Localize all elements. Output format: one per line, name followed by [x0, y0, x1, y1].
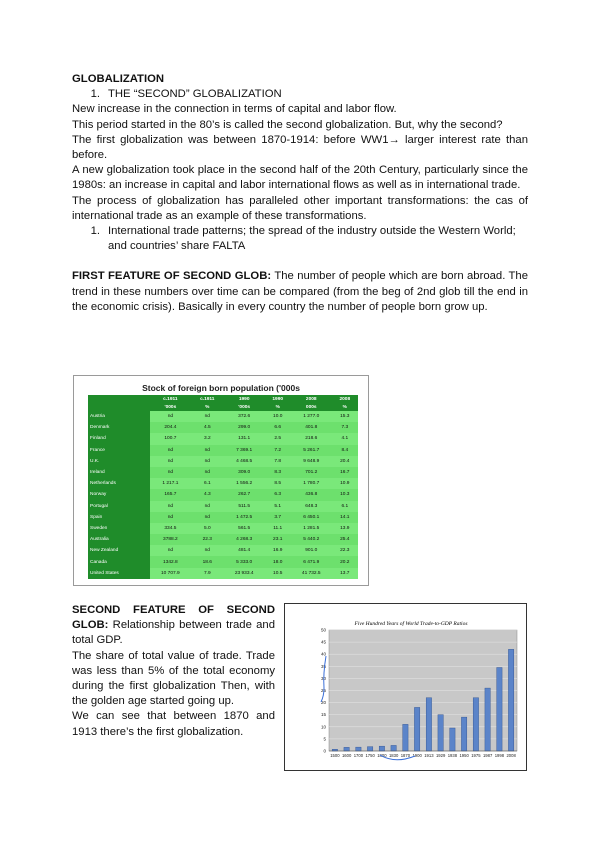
table-title: Stock of foreign born population ('000s — [142, 383, 300, 393]
bar — [332, 749, 337, 751]
bar — [461, 717, 466, 751]
value-cell: 3788.2 — [150, 534, 191, 545]
y-tick-label: 45 — [320, 639, 326, 645]
table-row — [88, 534, 358, 545]
value-cell: 5.0 — [191, 523, 224, 534]
y-tick-label: 20 — [320, 700, 326, 706]
bar — [485, 688, 490, 751]
table-row — [88, 433, 358, 444]
table-row — [88, 467, 358, 478]
value-cell: 25.4 — [332, 534, 358, 545]
table-header-cell: 2008 — [291, 395, 332, 403]
value-cell: 204.4 — [150, 422, 191, 433]
x-tick-label: 1800 — [377, 753, 387, 758]
list-item-number: 1. — [90, 225, 100, 238]
y-tick-label: 10 — [320, 724, 326, 730]
section-title: THE “SECOND” GLOBALIZATION — [108, 88, 282, 101]
bar — [403, 724, 408, 751]
trade-gdp-chart — [285, 604, 526, 770]
feature2-text: Relationship between trade and total GDP. — [72, 619, 275, 647]
chart-title: Five Hundred Years of World Trade-to-GDP Ratios — [354, 621, 468, 627]
paragraph-4: A new globalization took place in the second half of the 20th Century, particularly since the 1980s: an increase in capital and labor international flows as well as in international trade. — [72, 164, 528, 192]
section-heading — [72, 87, 528, 102]
value-cell: 22.3 — [332, 545, 358, 556]
trade-gdp-chart-figure — [284, 603, 527, 771]
value-cell: 4 268.3 — [224, 534, 265, 545]
x-tick-label: 1600 — [341, 753, 352, 758]
value-cell: nd — [150, 512, 191, 523]
country-cell: Sweden — [88, 523, 150, 534]
feature2-paragraph-3: We can see that between 1870 and 1913 there’s the first globalization. — [72, 710, 275, 738]
value-cell: nd — [150, 456, 191, 467]
foreign-born-table-figure — [73, 375, 369, 586]
paragraph-2: This period started in the 80’s is called the second globalization. But, why the second? — [72, 118, 503, 131]
y-tick-label: 30 — [320, 675, 326, 681]
value-cell: nd — [150, 445, 191, 456]
chart-plot-area — [321, 628, 517, 759]
value-cell: 16.7 — [332, 467, 358, 478]
list-item-text: International trade patterns; the spread of the industry outside the Western World; and countries’ share FALTA — [108, 225, 516, 253]
value-cell: nd — [191, 456, 224, 467]
value-cell: 7.8 — [265, 456, 291, 467]
value-cell: nd — [150, 411, 191, 422]
bar — [356, 747, 361, 751]
value-cell: 648.3 — [291, 501, 332, 512]
country-cell: Finland — [88, 433, 150, 444]
country-cell: Australia — [88, 534, 150, 545]
value-cell: 165.7 — [150, 489, 191, 500]
value-cell: 4.3 — [191, 489, 224, 500]
value-cell: 5 333.0 — [224, 556, 265, 567]
value-cell: 10.3 — [332, 489, 358, 500]
table-header-cell: '000s — [224, 403, 265, 411]
value-cell: 1 281.5 — [291, 523, 332, 534]
value-cell: 20.2 — [332, 556, 358, 567]
feature2-heading: SECOND FEATURE OF SECOND GLOB: — [72, 604, 275, 632]
x-tick-label: 1750 — [365, 753, 375, 758]
y-tick-label: 15 — [320, 712, 326, 718]
table-row — [88, 456, 358, 467]
value-cell: 262.7 — [224, 489, 265, 500]
value-cell: nd — [191, 467, 224, 478]
country-cell: Netherlands — [88, 478, 150, 489]
value-cell: 11.1 — [265, 523, 291, 534]
feature2-paragraph-2: The share of total value of trade. Trade was less than 5% of the total economy during the first globalization Then, with the golden age started going up. — [72, 649, 275, 708]
value-cell: 16.9 — [265, 545, 291, 556]
table-header-cell: c.1911 — [150, 395, 191, 403]
x-tick-label: 2008 — [506, 753, 516, 758]
value-cell: 131.1 — [224, 433, 265, 444]
feature2-paragraph — [72, 603, 275, 649]
bar — [508, 649, 513, 751]
country-cell: United States — [88, 568, 150, 579]
value-cell: 7.9 — [191, 568, 224, 579]
table-header-cell: c.1911 — [191, 395, 224, 403]
value-cell: 13.9 — [332, 523, 358, 534]
document-body — [72, 72, 528, 315]
value-cell: 1 780.7 — [291, 478, 332, 489]
table-header-cell: 2008 — [332, 395, 358, 403]
value-cell: 1 556.2 — [224, 478, 265, 489]
value-cell: 23.1 — [265, 534, 291, 545]
value-cell: 481.4 — [224, 545, 265, 556]
bar — [426, 698, 431, 751]
value-cell: 901.0 — [291, 545, 332, 556]
value-cell: 6.1 — [332, 501, 358, 512]
value-cell: 218.6 — [291, 433, 332, 444]
x-tick-label: 1913 — [424, 753, 434, 758]
value-cell: 5.1 — [265, 501, 291, 512]
table-header-cell: 1990 — [224, 395, 265, 403]
table-header-cell: 000s — [291, 403, 332, 411]
value-cell: 41 732.5 — [291, 568, 332, 579]
value-cell: 6.6 — [265, 422, 291, 433]
value-cell: 8.4 — [332, 445, 358, 456]
country-cell: Canada — [88, 556, 150, 567]
feature1-text: The number of people which are born abroad. The trend in these numbers over time can be compared (from the beg of 2nd glob till the end in the economic crisis). Basically in every country the number of people born grow up. — [72, 270, 528, 313]
paragraph-5: The process of globalization has paralleled other important transformations: the cas of international trade as an example of these transformations. — [72, 194, 528, 222]
value-cell: nd — [191, 545, 224, 556]
bar — [379, 746, 384, 751]
x-tick-label: 1987 — [482, 753, 493, 758]
value-cell: 4.1 — [332, 433, 358, 444]
table-row — [88, 411, 358, 422]
value-cell: 1 277.0 — [291, 411, 332, 422]
value-cell: 372.6 — [224, 411, 265, 422]
country-cell: Ireland — [88, 467, 150, 478]
value-cell: 10.9 — [332, 478, 358, 489]
doc-title: GLOBALIZATION — [72, 73, 165, 85]
country-cell: Spain — [88, 512, 150, 523]
bar — [450, 728, 455, 751]
y-tick-label: 5 — [323, 736, 326, 742]
table-row — [88, 478, 358, 489]
paragraph-3: The first globalization was between 1870-1914: before WW1→ larger interest rate than before. — [72, 133, 528, 162]
y-tick-label: 25 — [320, 688, 326, 693]
country-cell: Norway — [88, 489, 150, 500]
value-cell: 7.3 — [332, 422, 358, 433]
value-cell: 15.3 — [332, 411, 358, 422]
value-cell: 5 261.7 — [291, 445, 332, 456]
feature1-paragraph — [72, 269, 528, 315]
table-row — [88, 445, 358, 456]
section-number: 1. — [90, 88, 100, 101]
country-cell: France — [88, 445, 150, 456]
y-tick-label: 40 — [320, 651, 326, 657]
table-header-row — [88, 403, 358, 411]
table-header-cell: 1990 — [265, 395, 291, 403]
table-header-cell: % — [191, 403, 224, 411]
x-tick-label: 1938 — [447, 753, 458, 758]
value-cell: 22.3 — [191, 534, 224, 545]
value-cell: 436.8 — [291, 489, 332, 500]
table-row — [88, 545, 358, 556]
x-tick-label: 1975 — [471, 753, 481, 758]
value-cell: 511.5 — [224, 501, 265, 512]
x-tick-label: 1929 — [435, 753, 446, 758]
value-cell: nd — [191, 411, 224, 422]
value-cell: 6.1 — [191, 478, 224, 489]
value-cell: 23 933.4 — [224, 568, 265, 579]
value-cell: 701.2 — [291, 467, 332, 478]
table-row — [88, 489, 358, 500]
x-tick-label: 1700 — [353, 753, 364, 758]
bar — [414, 707, 419, 751]
table-row — [88, 568, 358, 579]
value-cell: nd — [191, 445, 224, 456]
x-tick-label: 1998 — [494, 753, 505, 758]
value-cell: 4.5 — [191, 422, 224, 433]
value-cell: 1 217.1 — [150, 478, 191, 489]
bar — [344, 747, 349, 751]
feature1-heading: FIRST FEATURE OF SECOND GLOB: — [72, 270, 272, 283]
table-row — [88, 422, 358, 433]
table-header-cell — [88, 395, 150, 403]
value-cell: nd — [191, 512, 224, 523]
value-cell: 8.3 — [265, 467, 291, 478]
value-cell: 18.6 — [191, 556, 224, 567]
table-header-row — [88, 395, 358, 403]
country-cell: New Zealand — [88, 545, 150, 556]
value-cell: 5 440.2 — [291, 534, 332, 545]
table-header-cell — [88, 403, 150, 411]
y-tick-label: 35 — [320, 663, 326, 669]
value-cell: 14.1 — [332, 512, 358, 523]
value-cell: 2.5 — [265, 433, 291, 444]
value-cell: 8.5 — [265, 478, 291, 489]
table-row — [88, 556, 358, 567]
value-cell: 6 450.1 — [291, 512, 332, 523]
value-cell: 561.5 — [224, 523, 265, 534]
table-header-cell: % — [332, 403, 358, 411]
table-header-cell: % — [265, 403, 291, 411]
y-tick-label: 0 — [323, 748, 326, 754]
x-tick-label: 1950 — [459, 753, 469, 758]
paragraph-1: New increase in the connection in terms of capital and labor flow. — [72, 103, 397, 116]
bar — [473, 698, 478, 751]
value-cell: 309.0 — [224, 467, 265, 478]
list-item — [72, 224, 528, 254]
value-cell: 1342.8 — [150, 556, 191, 567]
value-cell: 10.5 — [265, 568, 291, 579]
value-cell: 10.0 — [265, 411, 291, 422]
value-cell: 4 468.5 — [224, 456, 265, 467]
value-cell: 10 707.9 — [150, 568, 191, 579]
value-cell: 13.7 — [332, 568, 358, 579]
table-header-cell: '000s — [150, 403, 191, 411]
value-cell: 18.0 — [265, 556, 291, 567]
value-cell: nd — [150, 545, 191, 556]
x-tick-label: 1500 — [330, 753, 340, 758]
value-cell: nd — [191, 501, 224, 512]
foreign-born-table — [88, 395, 358, 579]
country-cell: Portugal — [88, 501, 150, 512]
value-cell: 6 471.9 — [291, 556, 332, 567]
bar — [391, 745, 396, 751]
country-cell: U.K. — [88, 456, 150, 467]
x-tick-label: 1900 — [412, 753, 422, 758]
value-cell: 6.3 — [265, 489, 291, 500]
value-cell: 100.7 — [150, 433, 191, 444]
table-row — [88, 512, 358, 523]
x-tick-label: 1830 — [388, 753, 399, 758]
value-cell: nd — [150, 467, 191, 478]
value-cell: 9 648.9 — [291, 456, 332, 467]
bar — [367, 747, 372, 751]
value-cell: 334.5 — [150, 523, 191, 534]
feature2-block — [72, 603, 275, 740]
value-cell: 20.4 — [332, 456, 358, 467]
value-cell: 299.0 — [224, 422, 265, 433]
value-cell: nd — [150, 501, 191, 512]
value-cell: 7 369.1 — [224, 445, 265, 456]
value-cell: 1 472.5 — [224, 512, 265, 523]
bar — [438, 715, 443, 751]
table-row — [88, 501, 358, 512]
bar — [497, 668, 502, 751]
x-tick-label: 1870 — [400, 753, 411, 758]
value-cell: 3.7 — [265, 512, 291, 523]
value-cell: 3.2 — [191, 433, 224, 444]
country-cell: Denmark — [88, 422, 150, 433]
table-row — [88, 523, 358, 534]
value-cell: 7.2 — [265, 445, 291, 456]
country-cell: Austria — [88, 411, 150, 422]
value-cell: 401.8 — [291, 422, 332, 433]
y-tick-label: 50 — [320, 627, 326, 633]
